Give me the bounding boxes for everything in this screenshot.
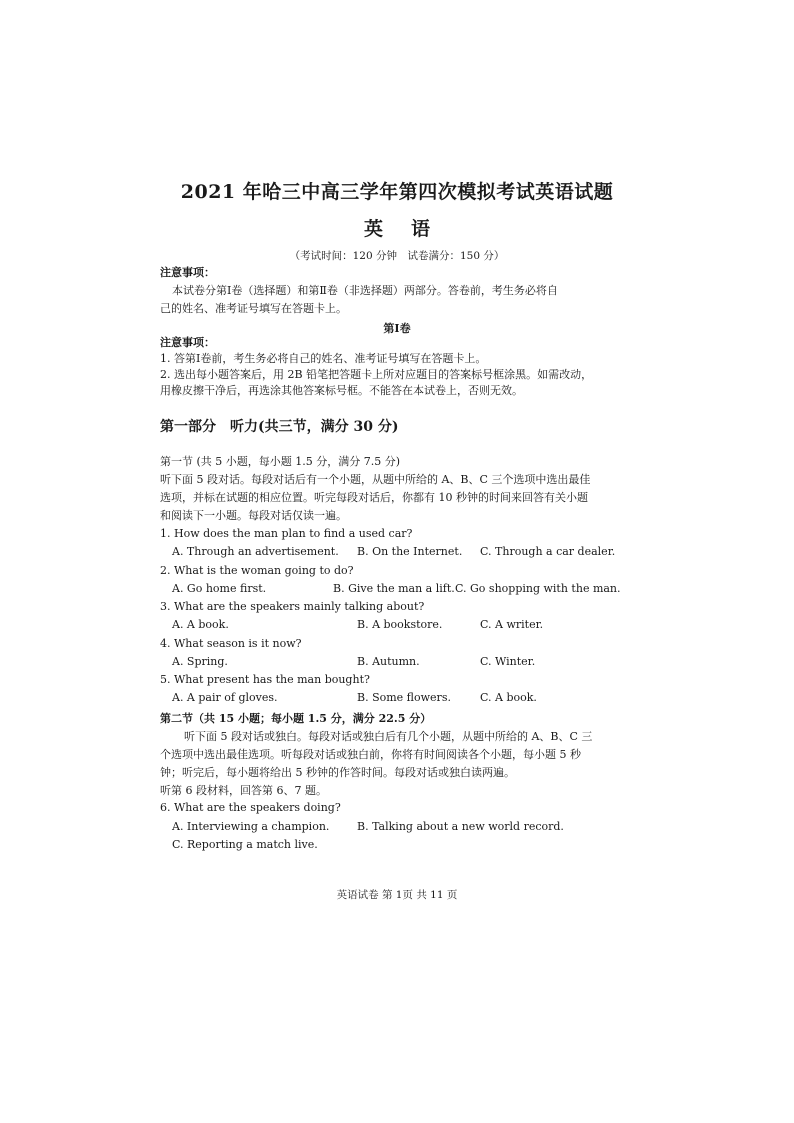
option-a: A. Through an advertisement. [172, 545, 339, 558]
option-b: B. On the Internet. [357, 545, 463, 558]
option-a: A. Go home first. [172, 582, 267, 595]
volume-heading: 第Ⅰ卷 [383, 322, 411, 335]
notice-line: 2. 选出每小题答案后，用 2B 铅笔把答题卡上所对应题目的答案标号框涂黑。如需改动， [160, 368, 593, 381]
option-b: B. Some flowers. [357, 691, 451, 704]
option-c: C. A book. [480, 691, 537, 704]
question-text: 3. What are the speakers mainly talking about? [160, 600, 425, 613]
notice-line: 本试卷分第Ⅰ卷（选择题）和第Ⅱ卷（非选择题）两部分。答卷前，考生务必将自 [172, 284, 558, 297]
instruction-line: 听下面 5 段对话或独白。每段对话或独白后有几个小题，从题中所给的 A、B、C 三 [184, 730, 593, 743]
page-footer: 英语试卷 第 1页 共 11 页 [336, 889, 458, 901]
question-text: 5. What present has the man bought? [160, 673, 370, 686]
option-c: C. A writer. [480, 618, 544, 631]
option-b: B. Give the man a lift. [333, 582, 455, 595]
option-a: A. Spring. [172, 655, 228, 668]
section-heading: 第一节 (共 5 小题，每小题 1.5 分，满分 7.5 分) [160, 455, 401, 468]
notice-heading: 注意事项： [160, 336, 215, 349]
notice-line: 1. 答第Ⅰ卷前，考生务必将自己的姓名、准考证号填写在答题卡上。 [160, 352, 487, 365]
question-text: 6. What are the speakers doing? [160, 801, 341, 814]
subject-heading: 英语 [363, 218, 458, 240]
notice-line: 己的姓名、准考证号填写在答题卡上。 [160, 302, 347, 315]
question-text: 4. What season is it now? [160, 637, 302, 650]
instruction-line: 选项，并标在试题的相应位置。听完每段对话后，你都有 10 秒钟的时间来回答有关小题 [160, 491, 588, 504]
option-b: B. A bookstore. [357, 618, 443, 631]
section-heading: 第二节（共 15 小题；每小题 1.5 分，满分 22.5 分） [160, 712, 432, 725]
part-heading: 第一部分 听力(共三节，满分 30 分) [160, 419, 399, 435]
instruction-line: 和阅读下一小题。每段对话仅读一遍。 [160, 509, 347, 522]
notice-line: 用橡皮擦干净后，再选涂其他答案标号框。不能答在本试卷上，否则无效。 [160, 384, 523, 397]
instruction-line: 钟；听完后，每小题将给出 5 秒钟的作答时间。每段对话或独白读两遍。 [160, 766, 515, 779]
option-c: C. Reporting a match live. [172, 838, 318, 851]
option-a: A. A pair of gloves. [172, 691, 278, 704]
option-c: C. Winter. [480, 655, 536, 668]
material-note: 听第 6 段材料，回答第 6、7 题。 [160, 784, 327, 797]
question-text: 1. How does the man plan to find a used car? [160, 527, 413, 540]
exam-title: 2021 年哈三中高三学年第四次模拟考试英语试题 [180, 181, 614, 203]
option-b: B. Talking about a new world record. [357, 820, 564, 833]
exam-info: （考试时间：120 分钟 试卷满分：150 分） [289, 250, 505, 262]
question-text: 2. What is the woman going to do? [160, 564, 354, 577]
option-a: A. A book. [172, 618, 229, 631]
option-c: C. Go shopping with the man. [455, 582, 621, 595]
notice-heading: 注意事项： [160, 266, 215, 279]
instruction-line: 听下面 5 段对话。每段对话后有一个小题，从题中所给的 A、B、C 三个选项中选出最佳 [160, 473, 591, 486]
instruction-line: 个选项中选出最佳选项。听每段对话或独白前，你将有时间阅读各个小题，每小题 5 秒 [160, 748, 581, 761]
option-a: A. Interviewing a champion. [172, 820, 330, 833]
option-b: B. Autumn. [357, 655, 420, 668]
option-c: C. Through a car dealer. [480, 545, 616, 558]
